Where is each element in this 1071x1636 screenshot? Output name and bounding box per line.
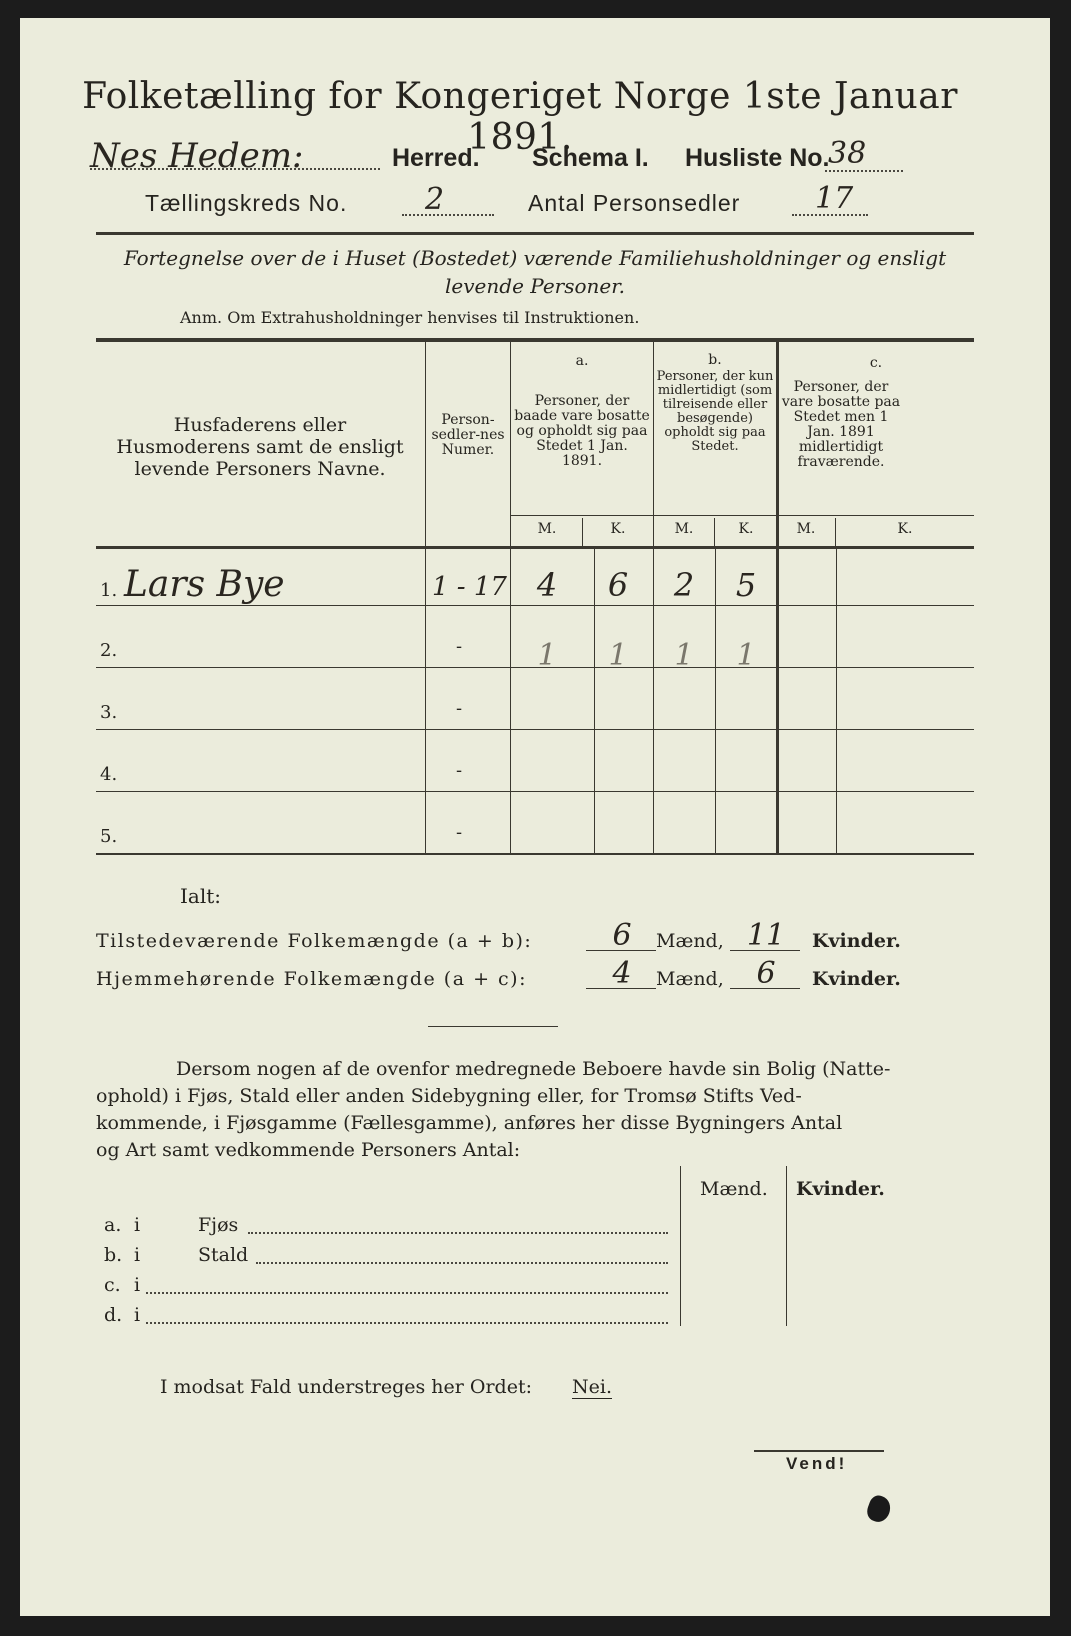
row-a-k: 1: [608, 638, 628, 673]
tilstede-kvinder-line: [730, 950, 800, 951]
census-form-page: [20, 18, 1050, 1616]
footer-line-2: ophold) i Fjøs, Stald eller anden Sidebygning eller, for Tromsø Stifts Ved-: [96, 1085, 802, 1107]
husliste-label: Husliste No.: [685, 144, 830, 172]
item-dotted-line: [248, 1232, 668, 1234]
herred-value: Nes Hedem:: [90, 136, 304, 176]
row-sedler: -: [456, 822, 463, 843]
mk-divider: [836, 548, 837, 853]
col-b-k: K.: [738, 521, 754, 537]
maend-label: Mænd,: [656, 930, 724, 952]
item-dotted-line: [146, 1322, 668, 1324]
col-divider: [776, 340, 779, 853]
row-name: Lars Bye: [124, 564, 285, 605]
col-c-m: M.: [796, 521, 816, 537]
tilstede-label: Tilstedeværende Folkemængde (a + b):: [96, 930, 533, 952]
row-number: 5.: [100, 826, 118, 847]
ialt-label: Ialt:: [180, 884, 221, 908]
item-i: i: [134, 1274, 141, 1296]
form-title: Folketælling for Kongeriget Norge 1ste Januar 1891.: [82, 76, 958, 158]
table-bottom-rule: [96, 853, 974, 855]
item-letter: c.: [104, 1274, 121, 1296]
col-c-header: Personer, der vare bosatte paa Stedet men 1 Jan. 1891 midlertidigt fraværende.: [781, 379, 901, 470]
mk-divider: [714, 518, 715, 546]
col-b-letter: b.: [708, 352, 722, 368]
kreds-label: Tællingskreds No.: [145, 190, 348, 216]
footer-line-1: Dersom nogen af de ovenfor medregnede Beboere havde sin Bolig (Natte-: [176, 1058, 891, 1080]
item-i: i: [134, 1244, 141, 1266]
col-b-m: M.: [674, 521, 694, 537]
col-c-k: K.: [897, 521, 913, 537]
footer-line-3: kommende, i Fjøsgamme (Fællesgamme), anføres her disse Bygningers Antal: [96, 1112, 843, 1134]
mk-divider: [582, 518, 583, 546]
row-number: 1.: [100, 580, 118, 601]
item-dotted-line: [256, 1262, 668, 1264]
item-dotted-line: [146, 1292, 668, 1294]
col-num-header: Person-sedler-nes Numer.: [431, 412, 505, 458]
row-rule: [96, 605, 974, 606]
mk-rule: [510, 515, 974, 516]
table-top-rule: [96, 338, 974, 342]
col-b-header: Personer, der kun midlertidigt (som tilreisende eller besøgende) opholdt sig paa Stedet.: [656, 369, 774, 454]
item-letter: b.: [104, 1244, 123, 1266]
kreds-dotted-line: [402, 214, 494, 216]
item-label: Stald: [198, 1244, 249, 1266]
footer-paragraph: [96, 1056, 976, 1164]
item-letter: a.: [104, 1214, 122, 1236]
herred-dotted-line: [90, 168, 380, 170]
hjemme-maend-line: [586, 988, 656, 989]
count-col-divider: [786, 1166, 787, 1326]
row-b-k: 5: [735, 566, 757, 604]
row-sedler: -: [456, 760, 463, 781]
husliste-dotted-line: [825, 170, 903, 172]
item-i: i: [134, 1214, 141, 1236]
personsedler-value: 17: [815, 181, 854, 216]
personsedler-dotted-line: [792, 214, 868, 216]
item-letter: d.: [104, 1304, 123, 1326]
row-rule: [96, 729, 974, 730]
row-b-m: 2: [673, 566, 695, 604]
kvinder-label: Kvinder.: [812, 968, 901, 990]
husliste-value: 38: [828, 136, 867, 171]
section-divider: [428, 1026, 558, 1027]
col-a-header: Personer, der baade vare bosatte og opholdt sig paa Stedet 1 Jan. 1891.: [514, 393, 650, 469]
col-c-letter: c.: [869, 355, 883, 371]
mk-divider: [835, 518, 836, 546]
schema-label: Schema I.: [532, 144, 649, 172]
tilstede-kvinder-value: 11: [746, 918, 786, 953]
maend-label: Mænd,: [656, 968, 724, 990]
header-rule: [96, 232, 974, 235]
row-rule: [96, 791, 974, 792]
row-b-m: 1: [674, 638, 694, 673]
herred-label: Herred.: [392, 144, 480, 172]
row-sedler: 1 - 17: [432, 572, 507, 602]
footer-line-4: og Art samt vedkommende Personers Antal:: [96, 1139, 521, 1161]
count-col-divider: [680, 1166, 681, 1326]
row-sedler: -: [456, 698, 463, 719]
maend-header: Mænd.: [700, 1178, 768, 1200]
hjemme-kvinder-value: 6: [756, 956, 776, 991]
row-sedler: -: [456, 636, 463, 657]
intro-line-2: levende Personer.: [445, 274, 625, 298]
col-divider: [425, 340, 426, 853]
row-number: 2.: [100, 640, 118, 661]
row-number: 3.: [100, 702, 118, 723]
tilstede-maend-value: 6: [612, 918, 632, 953]
col-divider: [510, 340, 511, 853]
row-a-m: 4: [536, 566, 558, 604]
hjemme-label: Hjemmehørende Folkemængde (a + c):: [96, 968, 527, 990]
row-number: 4.: [100, 764, 118, 785]
item-label: Fjøs: [198, 1214, 239, 1236]
col-name-header: Husfaderens eller Husmoderens samt de ensligt levende Personers Navne.: [116, 414, 404, 480]
hjemme-kvinder-line: [730, 988, 800, 989]
row-b-k: 1: [736, 638, 756, 673]
nei-word: Nei.: [572, 1376, 612, 1398]
row-a-k: 6: [607, 566, 629, 604]
vend-text: Vend!: [786, 1454, 848, 1473]
hjemme-maend-value: 4: [612, 956, 632, 991]
col-a-m: M.: [537, 521, 557, 537]
col-a-k: K.: [610, 521, 626, 537]
intro-line-1: Fortegnelse over de i Huset (Bostedet) værende Familiehusholdninger og ensligt: [123, 246, 947, 270]
intro-text: [90, 244, 980, 300]
personsedler-label: Antal Personsedler: [528, 190, 741, 216]
kvinder-label: Kvinder.: [812, 930, 901, 952]
row-a-m: 1: [537, 638, 557, 673]
table-header-rule: [96, 546, 974, 549]
modsat-text: I modsat Fald understreges her Ordet:: [160, 1376, 532, 1398]
item-i: i: [134, 1304, 141, 1326]
vend-rule: [754, 1450, 884, 1452]
kvinder-header: Kvinder.: [796, 1178, 885, 1200]
ink-blot: [864, 1493, 894, 1525]
tilstede-maend-line: [586, 950, 656, 951]
kreds-value: 2: [425, 182, 445, 217]
col-a-letter: a.: [575, 353, 589, 369]
anm-note: Anm. Om Extrahusholdninger henvises til Instruktionen.: [180, 308, 640, 327]
